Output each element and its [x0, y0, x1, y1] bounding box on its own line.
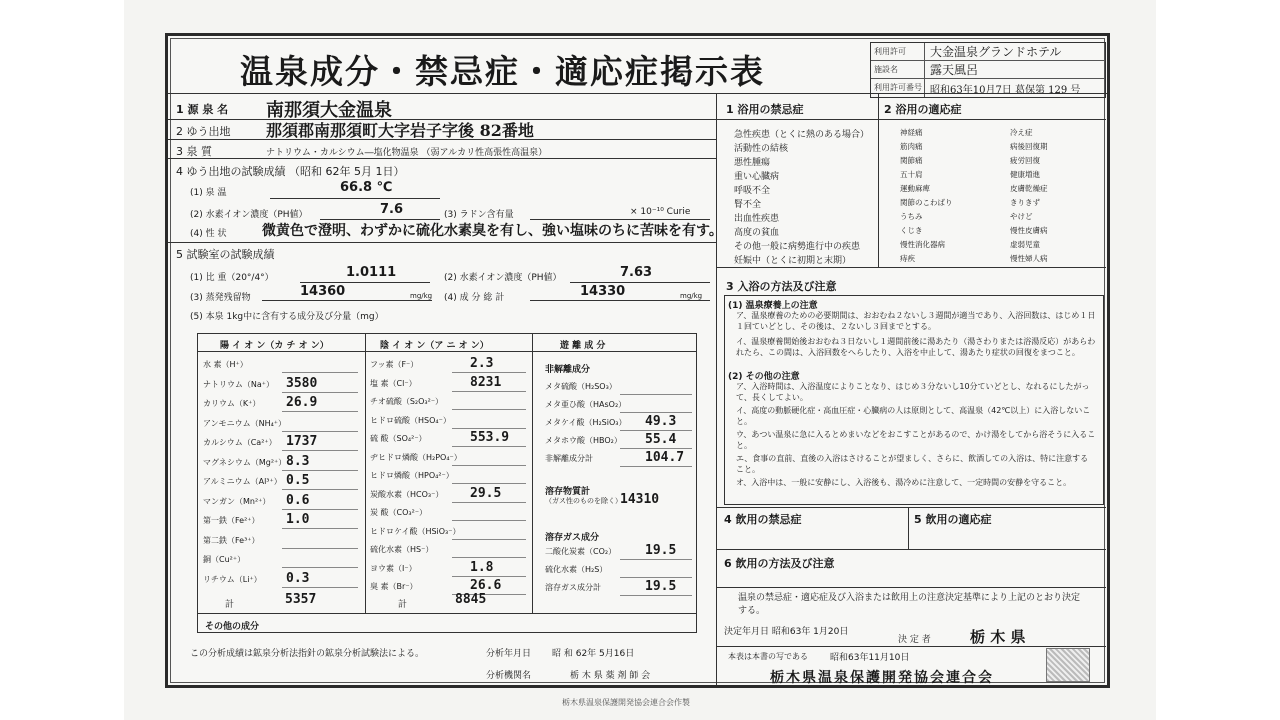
indic-item: 五十肩	[900, 170, 923, 179]
sg-label: (1) 比 重（20°/4°）	[190, 273, 274, 283]
solid-value: 14310	[620, 492, 660, 507]
copy-label: 本表は本書の写である	[728, 652, 808, 661]
permit-number-value: 昭和63年10月7日 葛保第 129 号	[930, 84, 1081, 96]
anion-name: 臭 素（Br⁻）	[370, 582, 418, 591]
decision-by-value: 栃 木 県	[970, 628, 1026, 646]
table-title: (5) 本泉 1kg中に含有する成分及び分量（mg）	[190, 312, 384, 322]
method-paragraph: エ、食事の直前、直後の入浴はさけることが望ましく、さらに、飲酒しての入浴は、特に注意すること。	[736, 454, 1089, 474]
underline	[282, 528, 358, 529]
cation-name: 第二鉄（Fe³⁺）	[203, 535, 260, 545]
divider	[716, 549, 1106, 550]
cation-name: カルシウム（Ca²⁺）	[203, 438, 277, 447]
underline	[452, 409, 526, 410]
other-components-label: その他の成分	[205, 622, 260, 632]
cation-name: カリウム（K⁺）	[203, 399, 261, 408]
other-name: メタ亜ひ酸（HAsO₂）	[545, 400, 627, 409]
permit-box	[870, 42, 1106, 98]
nondissoc-label: 非解離成分	[545, 365, 591, 375]
other-name: 非解離成分計	[545, 454, 593, 463]
gas-name: 硫化水素（H₂S）	[545, 565, 608, 574]
underline	[452, 372, 526, 373]
cation-name: マグネシウム（Mg²⁺）	[203, 457, 287, 467]
method-paragraph: イ、温泉療養開始後おおむね３日ないし１週間前後に湯あたり（湯さわりまたは浴湯反応）があらわれたら、この間は、入浴回数をへらしたり、入浴を中止して、湯あたり症状の回復をまつこと。	[736, 337, 1096, 357]
indic-item: きりきず	[1010, 198, 1040, 207]
indic-item: くじき	[900, 226, 923, 235]
divider	[168, 93, 1107, 94]
source-name-label: 1 源 泉 名	[176, 103, 229, 116]
underline	[452, 539, 526, 540]
indic-item: 神経痛	[900, 128, 923, 137]
contra-item: 活動性の結核	[734, 144, 789, 154]
ph-label: (2) 水素イオン濃度（PH値）	[190, 210, 308, 220]
indic-item: 運動麻痺	[900, 184, 930, 193]
divider	[168, 158, 716, 159]
divider	[197, 613, 697, 614]
cation-value: 1.0	[286, 512, 310, 527]
analysis-date-label: 分析年月日	[486, 649, 532, 659]
indic-item: 慢性消化器病	[900, 240, 945, 249]
anion-name: フッ素（F⁻）	[370, 360, 419, 369]
cation-name: 水 素（H⁺）	[203, 360, 248, 369]
divider	[197, 351, 697, 352]
underline	[452, 483, 526, 484]
contra-item: 妊娠中（とくに初期と末期）	[734, 256, 852, 266]
anion-name: ヒドロ燐酸（HPO₄²⁻）	[370, 471, 454, 480]
sg-value: 1.0111	[346, 265, 397, 280]
gas-name: 溶存ガス成分計	[545, 583, 601, 592]
method-paragraph: ア、温泉療養のための必要期間は、おおむね２ないし３週間が適当であり、入浴回数は、はじめ１日１回ていどとし、その後は、２ないし３回までとする。	[736, 311, 1096, 331]
contra-item: 呼吸不全	[734, 186, 771, 196]
temp-label: (1) 泉 温	[190, 188, 227, 198]
anion-value: 26.6	[470, 578, 502, 593]
other-value: 49.3	[645, 414, 677, 429]
analysis-date-value: 昭 和 62年 5月16日	[552, 649, 635, 659]
temp-value: 66.8 ℃	[340, 180, 393, 195]
nature-label: (4) 性 状	[190, 229, 227, 239]
cation-name: ナトリウム（Na⁺）	[203, 379, 275, 389]
divider	[878, 93, 879, 267]
divider	[716, 507, 1106, 508]
anion-name: 炭 酸（CO₃²⁻）	[370, 508, 428, 517]
quality-value: ナトリウム・カルシウム―塩化物温泉 （弱アルカリ性高張性高温泉）	[266, 148, 548, 158]
cation-name: 第一鉄（Fe²⁺）	[203, 516, 260, 525]
total-value: 14330	[580, 284, 626, 299]
other-name: メタケイ酸（H₂SiO₃）	[545, 418, 627, 427]
cation-name: 銅（Cu²⁺）	[203, 555, 246, 564]
association-name: 栃木県温泉保護開発協会連合会	[770, 670, 994, 686]
contra-item: 悪性腫瘍	[734, 158, 771, 168]
contra-item: 腎不全	[734, 200, 762, 210]
anion-value: 29.5	[470, 485, 502, 501]
underline	[452, 520, 526, 521]
method-s2: (2) その他の注意	[728, 372, 800, 382]
cation-value: 0.5	[286, 473, 310, 488]
decision-note: 温泉の禁忌症・適応症及び入浴または飲用上の注意決定基準により上記のとおり決定する。	[738, 593, 1081, 616]
nature-value: 微黄色で澄明、わずかに硫化水素臭を有し、強い塩味のちに苦味を有す。	[262, 223, 723, 239]
method-title: 3 入浴の方法及び注意	[726, 280, 837, 293]
contra-item: 高度の貧血	[734, 228, 780, 238]
underline	[282, 587, 358, 588]
underline	[282, 431, 358, 432]
anion-name: ヒドロ硫酸（HSO₄⁻）	[370, 415, 451, 425]
indic-item: 痔疾	[900, 254, 915, 263]
residue-label: (3) 蒸発残留物	[190, 293, 251, 303]
radon-value: × 10⁻¹⁰ Curie	[630, 207, 691, 217]
cation-name: アンモニウム（NH₄⁺）	[203, 418, 287, 428]
cation-value: 1737	[286, 434, 318, 449]
underline	[620, 577, 692, 578]
total-label: (4) 成 分 総 計	[444, 293, 505, 303]
underline	[620, 595, 692, 596]
indic-item: うちみ	[900, 212, 923, 221]
underline	[282, 567, 358, 568]
facility-value: 露天風呂	[930, 63, 979, 77]
bottom-note: 栃木県温泉保護開発協会連合会作製	[562, 698, 690, 707]
underline	[262, 300, 432, 301]
indic-item: 筋肉痛	[900, 142, 923, 151]
location-value: 那須郡南那須町大字岩子字後 82番地	[266, 121, 534, 140]
lab-ph-label: (2) 水素イオン濃度（PH値）	[444, 273, 562, 283]
underline	[282, 411, 358, 412]
underline	[620, 412, 692, 413]
contra-item: 出血性疾患	[734, 214, 780, 224]
solid-sub: （ガス性のものを除く）	[545, 497, 622, 505]
underline	[282, 548, 358, 549]
solid-label: 溶存物質計	[545, 487, 591, 497]
underline	[452, 465, 526, 466]
underline	[270, 198, 440, 199]
other-name: メタ硫酸（H₂SO₃）	[545, 382, 617, 391]
underline	[620, 466, 692, 467]
underline	[620, 448, 692, 449]
method-paragraph: オ、入浴中は、一般に安静にし、入浴後も、湯冷めに注意して、一定時間の安静を守ること。	[736, 478, 1072, 487]
cation-value: 8.3	[286, 453, 310, 469]
divider	[716, 267, 1106, 268]
quality-label: 3 泉 質	[176, 145, 212, 158]
anion-name: 塩 素（Cl⁻）	[370, 378, 417, 388]
anion-name: ヒドロケイ酸（HSiO₃⁻）	[370, 526, 461, 536]
indic-item: 健康増進	[1010, 170, 1040, 179]
divider	[365, 333, 366, 613]
underline	[282, 372, 358, 373]
test-title: 4 ゆう出地の試験成績 （昭和 62年 5月 1日）	[176, 165, 405, 178]
anion-total-value: 8845	[455, 592, 487, 607]
lab-ph-value: 7.63	[620, 265, 653, 280]
gas-name: 二酸化炭素（CO₂）	[545, 547, 617, 556]
other-name: メタホウ酸（HBO₂）	[545, 436, 622, 445]
anion-name: チオ硫酸（S₂O₃²⁻）	[370, 397, 444, 406]
bath-contra-title: 1 浴用の禁忌症	[726, 103, 804, 116]
other-value: 104.7	[645, 450, 685, 465]
underline	[452, 502, 526, 503]
gas-value: 19.5	[645, 579, 677, 594]
drink-indic-title: 5 飲用の適応症	[914, 513, 992, 526]
underline	[620, 394, 692, 395]
indic-item: 慢性婦人病	[1010, 254, 1048, 263]
divider	[168, 242, 716, 243]
indic-item: やけど	[1010, 212, 1033, 221]
indic-item: 冷え症	[1010, 128, 1033, 137]
cation-value: 26.9	[286, 395, 318, 410]
drink-contra-title: 4 飲用の禁忌症	[724, 513, 802, 526]
cation-name: リチウム（Li⁺）	[203, 574, 262, 584]
underline	[620, 559, 692, 560]
underline	[282, 509, 358, 510]
permit-label: 利用許可	[871, 43, 925, 60]
method-paragraph: イ、高度の動脈硬化症・高血圧症・心臓病の人は原則として、高温泉（42℃以上）に入浴しないこと。	[736, 406, 1091, 426]
anion-name: 硫化水素（HS⁻）	[370, 545, 434, 554]
cation-total-value: 5357	[285, 592, 317, 607]
anion-name: ヨウ素（I⁻）	[370, 563, 417, 573]
underline	[282, 450, 358, 451]
other-value: 55.4	[645, 432, 677, 447]
decision-date: 決定年月日 昭和63年 1月20日	[724, 627, 849, 637]
cation-total-label: 計	[225, 600, 235, 610]
ph-value: 7.6	[380, 202, 404, 217]
indic-item: 病後回復期	[1010, 142, 1048, 151]
underline	[530, 300, 710, 301]
indic-item: 慢性皮膚病	[1010, 226, 1048, 235]
underline	[620, 430, 692, 431]
underline	[300, 282, 430, 283]
divider	[716, 93, 717, 685]
anion-value: 553.9	[470, 430, 510, 445]
cation-value: 0.3	[286, 570, 310, 586]
divider	[716, 587, 1106, 588]
anion-name: ヂヒドロ燐酸（H₂PO₄⁻）	[370, 452, 462, 462]
residue-unit: mg/kg	[410, 292, 433, 300]
analysis-org-value: 栃 木 県 薬 剤 師 会	[570, 671, 651, 681]
source-name-value: 南那須大金温泉	[266, 100, 392, 121]
cation-header: 陽 イ オ ン（カ チ オ ン）	[220, 341, 329, 351]
indic-item: 関節痛	[900, 156, 923, 165]
cation-name: マンガン（Mn²⁺）	[203, 496, 271, 506]
others-header: 遊 離 成 分	[560, 341, 606, 351]
method-paragraph: ウ、あつい温泉に急に入るとめまいなどをおこすことがあるので、かけ湯をしてから浴そうに入ること。	[736, 430, 1096, 450]
underline	[452, 391, 526, 392]
indic-item: 関節のこわばり	[900, 198, 953, 207]
underline	[452, 428, 526, 429]
anion-header: 陰 イ オ ン（ア ニ オ ン）	[380, 341, 489, 351]
copy-date: 昭和63年11月10日	[830, 653, 910, 663]
contra-item: 重い心臓病	[734, 172, 780, 182]
anion-value: 8231	[470, 374, 502, 390]
divider	[716, 646, 1106, 647]
underline	[282, 470, 358, 471]
indic-item: 疲労回復	[1010, 156, 1040, 165]
divider	[532, 333, 533, 613]
anion-name: 硫 酸（SO₄²⁻）	[370, 434, 427, 443]
decision-by-label: 決 定 者	[898, 635, 931, 645]
permit-value: 大金温泉グランドホテル	[930, 45, 1062, 59]
permit-number-label: 利用許可番号	[871, 79, 925, 97]
divider	[168, 139, 716, 140]
divider	[908, 507, 909, 549]
underline	[282, 392, 358, 393]
lab-title: 5 試験室の試験成績	[176, 248, 275, 261]
cation-name: アルミニウム（Al³⁺）	[203, 477, 282, 486]
method-s1: (1) 温泉療養上の注意	[728, 301, 818, 311]
underline	[452, 446, 526, 447]
gas-label: 溶存ガス成分	[545, 533, 600, 543]
divider	[716, 119, 1106, 120]
cation-value: 3580	[286, 375, 318, 391]
indic-item: 皮膚乾燥症	[1010, 184, 1048, 193]
underline	[452, 576, 526, 577]
bath-indic-title: 2 浴用の適応症	[884, 103, 962, 116]
radon-label: (3) ラドン含有量	[444, 210, 514, 220]
underline	[452, 557, 526, 558]
anion-total-label: 計	[398, 600, 408, 610]
method-note: この分析成績は鉱泉分析法指針の鉱泉分析試験法による。	[190, 649, 425, 659]
cation-value: 0.6	[286, 492, 310, 508]
gas-value: 19.5	[645, 543, 677, 558]
contra-item: 急性疾患（とくに熱のある場合）	[734, 130, 870, 140]
underline	[570, 282, 710, 283]
indic-item: 虚弱児童	[1010, 240, 1040, 249]
total-unit: mg/kg	[680, 292, 703, 300]
method-paragraph: ア、入浴時間は、入浴温度によりことなり、はじめ３分ないし10分ていどとし、なれるにしたがって、長くしてよい。	[736, 382, 1090, 402]
page-title: 温泉成分・禁忌症・適応症掲示表	[240, 52, 765, 91]
location-label: 2 ゆう出地	[176, 125, 231, 138]
analysis-org-label: 分析機関名	[486, 671, 532, 681]
facility-label: 施設名	[871, 61, 925, 78]
drink-method-title: 6 飲用の方法及び注意	[724, 557, 835, 570]
anion-name: 炭酸水素（HCO₃⁻）	[370, 489, 444, 499]
underline	[282, 489, 358, 490]
residue-value: 14360	[300, 284, 346, 299]
anion-value: 2.3	[470, 356, 494, 371]
contra-item: その他一般に病勢進行中の疾患	[734, 242, 861, 252]
anion-value: 1.8	[470, 559, 494, 575]
official-seal	[1046, 648, 1090, 682]
